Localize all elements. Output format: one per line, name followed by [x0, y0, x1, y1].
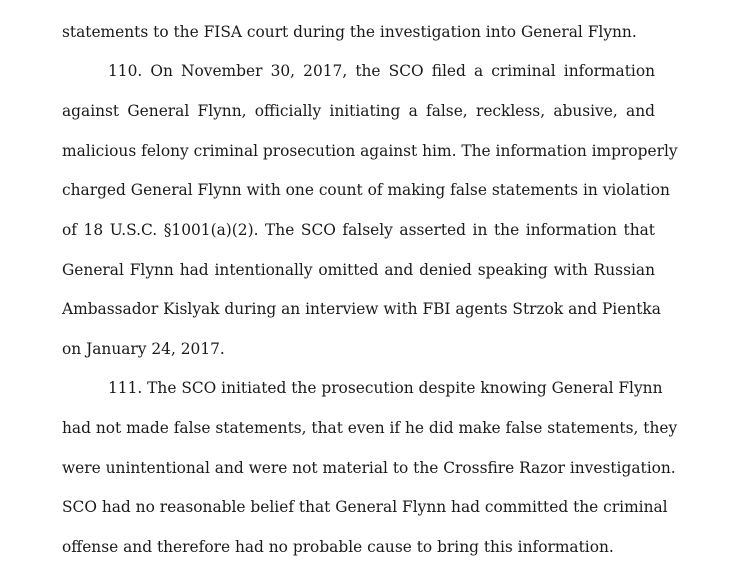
- text-line: offense and therefore had no probable cause to bring this information.: [62, 538, 614, 556]
- text-line: General Flynn had intentionally omitted and denied speaking with Russian: [62, 261, 655, 279]
- paragraph-110-first-line: 110. On November 30, 2017, the SCO filed a criminal information: [108, 62, 655, 80]
- text-line: Ambassador Kislyak during an interview with FBI agents Strzok and Pientka: [62, 300, 661, 318]
- text-line: were unintentional and were not material to the Crossfire Razor investigation.: [62, 459, 676, 477]
- text-line: on January 24, 2017.: [62, 340, 225, 358]
- text-line: statements to the FISA court during the investigation into General Flynn.: [62, 23, 637, 41]
- paragraph-111-first-line: 111. The SCO initiated the prosecution despite knowing General Flynn: [108, 379, 663, 397]
- text-line: malicious felony criminal prosecution against him. The information improperly: [62, 142, 678, 160]
- text-line: charged General Flynn with one count of making false statements in violation: [62, 181, 670, 199]
- text-line: SCO had no reasonable belief that General Flynn had committed the criminal: [62, 498, 668, 516]
- text-line: against General Flynn, officially initiating a false, reckless, abusive, and: [62, 102, 655, 120]
- text-line: of 18 U.S.C. §1001(a)(2). The SCO falsely asserted in the information that: [62, 221, 655, 239]
- text-line: had not made false statements, that even if he did make false statements, they: [62, 419, 678, 437]
